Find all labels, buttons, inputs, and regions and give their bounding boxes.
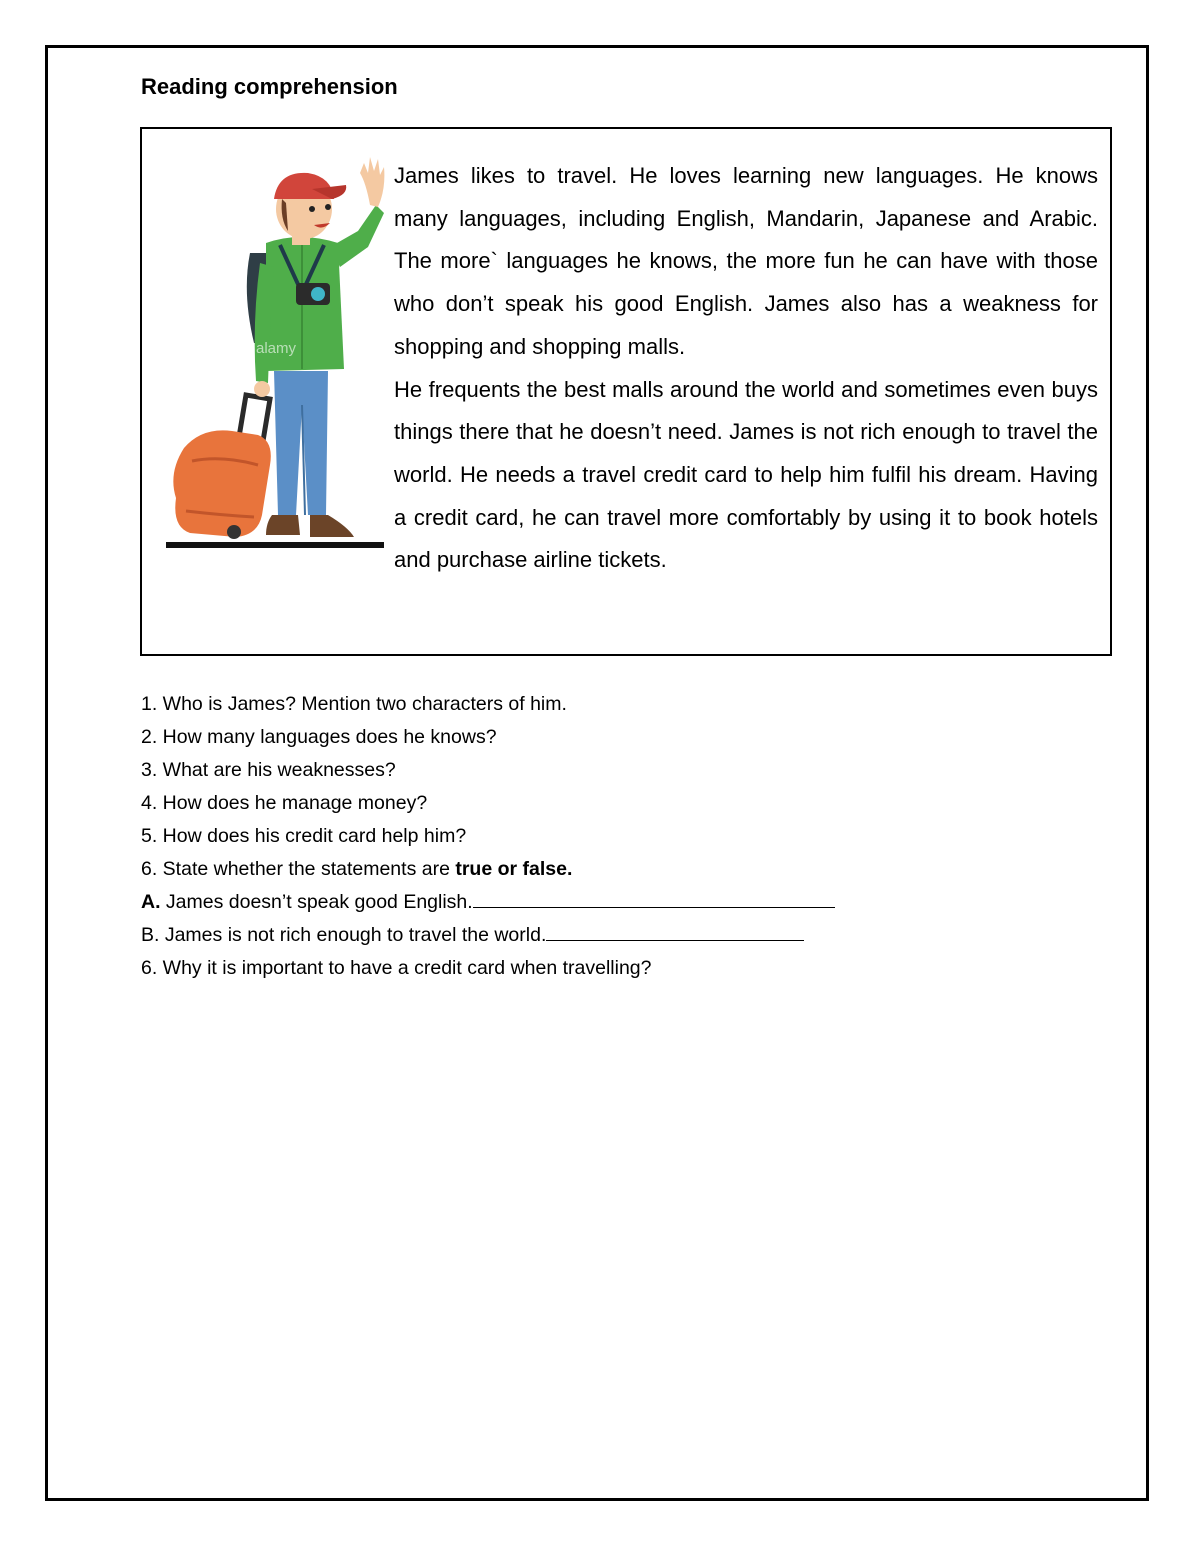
statement-b-answer-blank[interactable] <box>546 920 804 941</box>
story-paragraph-2: He frequents the best malls around the world and sometimes even buys things there that he doesn’t need. James is not rich enough to travel the world. He needs a travel credit card to help him fulfil his dream. Having a credit card, he can travel more comfortably by using it to book hotels and purchase airline tickets. <box>394 376 1098 573</box>
question-4: 4. How does he manage money? <box>141 792 428 814</box>
question-2: 2. How many languages does he knows? <box>141 726 497 748</box>
traveler-with-suitcase-illustration <box>162 143 386 555</box>
statement-a <box>141 886 1041 919</box>
page-title: Reading comprehension <box>141 74 398 99</box>
question-6-emphasis: true or false. <box>455 858 573 880</box>
question-6 <box>141 853 1041 886</box>
statement-b <box>141 919 1041 952</box>
question-5: 5. How does his credit card help him? <box>141 825 467 847</box>
question-7: 6. Why it is important to have a credit card when travelling? <box>141 957 652 979</box>
statement-b-text: B. James is not rich enough to travel the world. <box>141 924 547 946</box>
story-paragraph-1: James likes to travel. He loves learning new languages. He knows many languages, including English, Mandarin, Japanese and Arabic. The more` languages he knows, the more fun he can have with those who don’t speak his good English. James also has a weakness for shopping and shopping malls. <box>394 163 1098 359</box>
watermark: alamy <box>256 340 297 357</box>
statement-a-text: James doesn’t speak good English. <box>160 891 473 913</box>
statement-a-answer-blank[interactable] <box>473 887 835 908</box>
question-3: 3. What are his weaknesses? <box>141 759 396 781</box>
question-1: 1. Who is James? Mention two characters of him. <box>141 693 567 715</box>
ground-line <box>166 542 384 548</box>
question-list <box>141 688 1041 985</box>
statement-a-label: A. <box>141 891 161 913</box>
story-text <box>394 155 1098 582</box>
question-6-text: 6. State whether the statements are <box>141 858 456 880</box>
